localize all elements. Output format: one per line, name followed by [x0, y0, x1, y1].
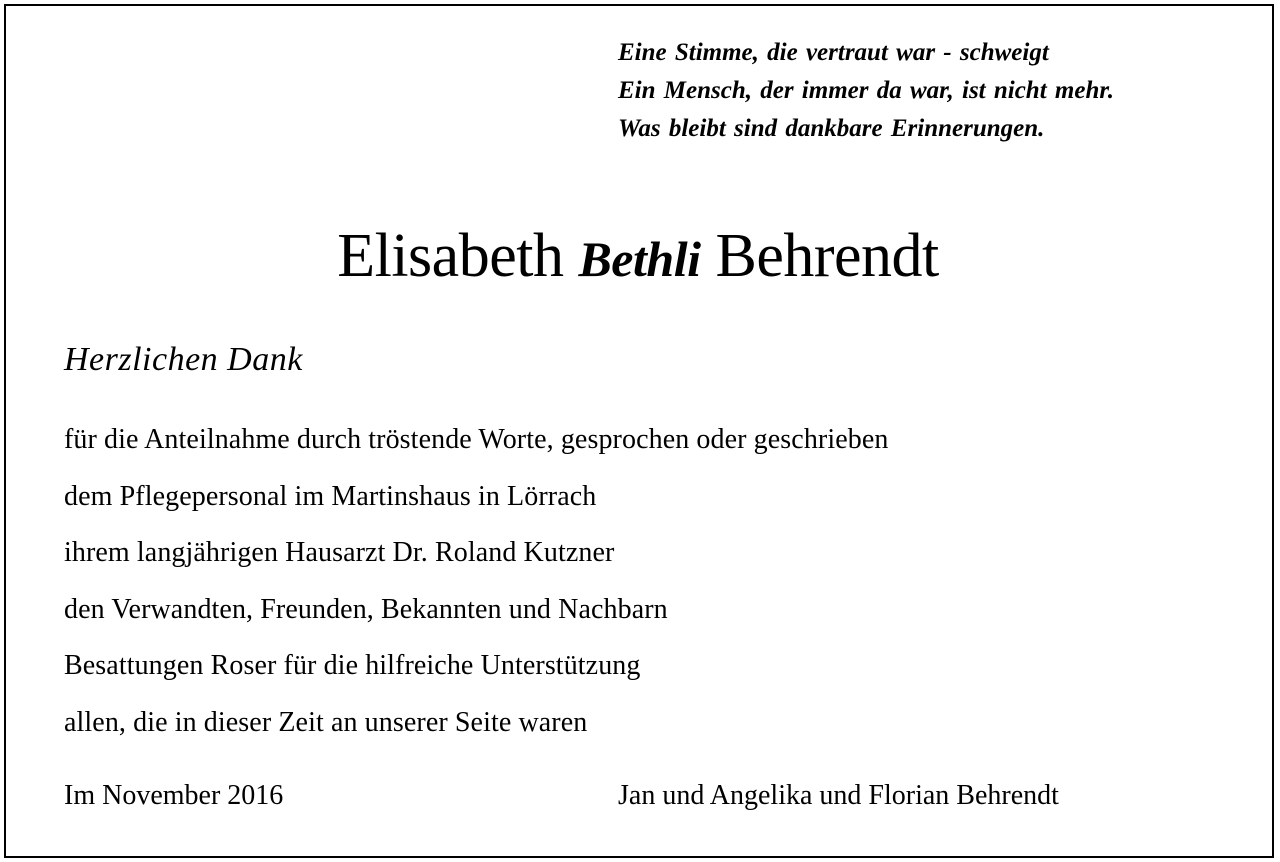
thanks-line: allen, die in dieser Zeit an unserer Seite waren — [64, 706, 588, 738]
thanks-line: für die Anteilnahme durch tröstende Worte, gesprochen oder geschrieben — [64, 424, 889, 455]
first-name: Elisabeth — [337, 222, 564, 290]
thanks-line: den Verwandten, Freunden, Bekannten und Nachbarn — [64, 593, 668, 625]
thanks-line: dem Pflegepersonal im Martinshaus in Lörrach — [64, 480, 597, 512]
signers: Jan und Angelika und Florian Behrendt — [618, 780, 1059, 811]
last-name: Behrendt — [715, 222, 939, 290]
poem — [618, 34, 1114, 148]
poem-line: Eine Stimme, die vertraut war - schweigt — [618, 39, 1049, 66]
thanks-heading: Herzlichen Dank — [64, 341, 303, 378]
poem-line: Was bleibt sind dankbare Erinnerungen. — [618, 115, 1045, 142]
poem-line: Ein Mensch, der immer da war, ist nicht mehr. — [618, 77, 1114, 104]
thanks-line: Besattungen Roser für die hilfreiche Unterstützung — [64, 650, 641, 681]
date: Im November 2016 — [64, 780, 284, 811]
thanks-list — [64, 412, 889, 751]
deceased-name — [0, 216, 1276, 299]
thanks-line: ihrem langjährigen Hausarzt Dr. Roland Kutzner — [64, 537, 615, 568]
nickname: Bethli — [578, 231, 701, 287]
